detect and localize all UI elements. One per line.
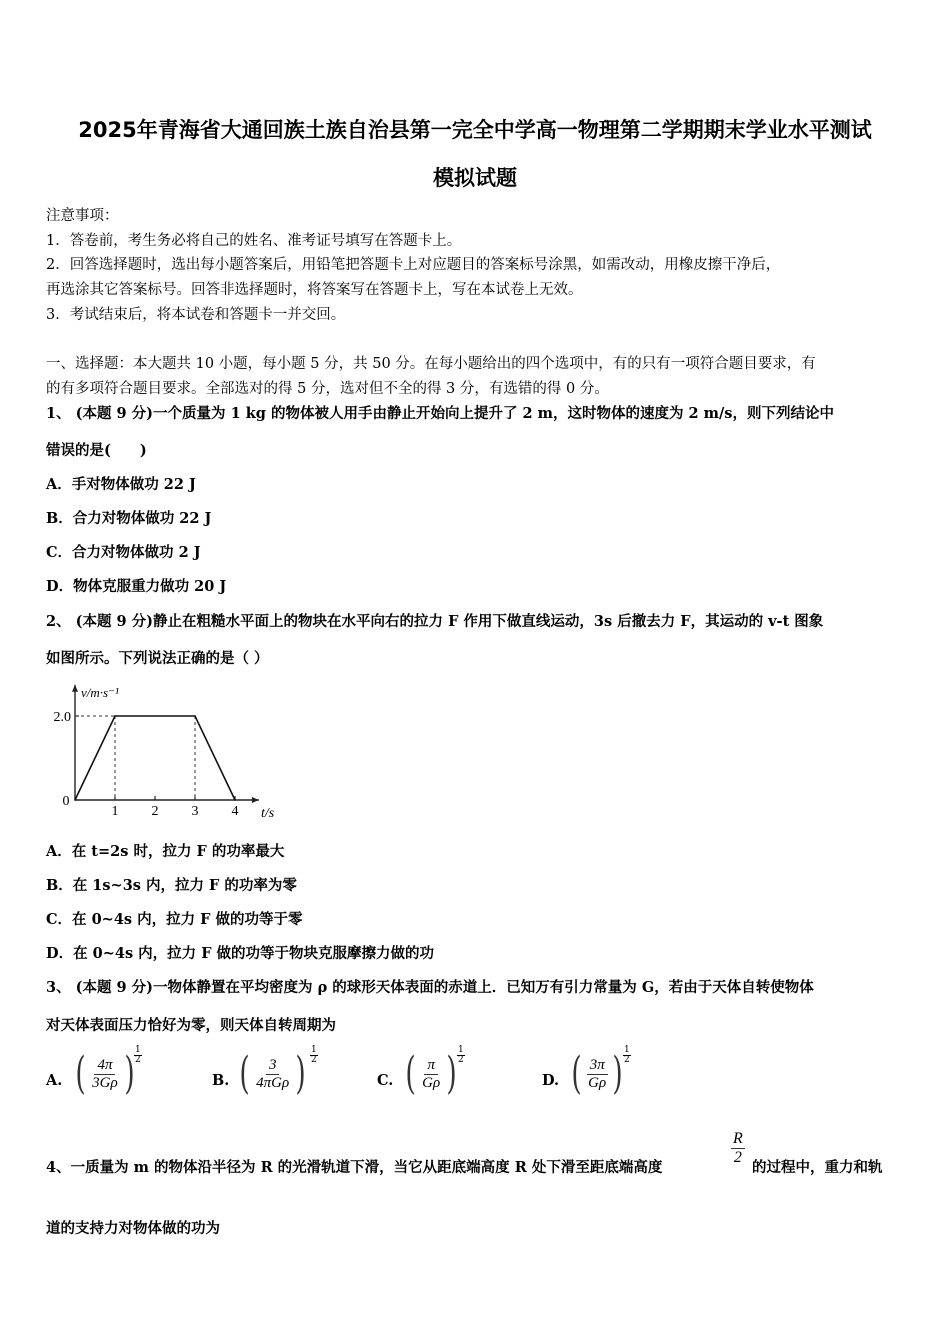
q4-fraction [731,1130,745,1168]
notice-heading: 注意事项： [46,208,119,224]
q2-option-a: A．在 t=2s 时，拉力 F 的功率最大 [46,843,285,860]
q3-d-exponent: 1 2 [624,1045,630,1065]
q3-d-den: Gρ [588,1074,607,1091]
notice-item-3: 3．考试结束后，将本试卷和答题卡一并交回。 [46,307,346,323]
section-intro-2: 的有多项符合题目要求。全部选对的得 5 分，选对但不全的得 3 分，有选错的得 0 分。 [46,381,609,397]
q3-option-b-formula: ( $\frac{3}{\text{4πGρ}}$ ) [239,1048,306,1099]
q1-stem-1: 1、 (本题 9 分)一个质量为 1 kg 的物体被人用手由静止开始向上提升了 2 m，这时物体的速度为 2 m/s，则下列结论中 [46,405,834,422]
q3-option-d-formula: ( $\frac{3\pi}{G\rho}$ ) [571,1048,623,1099]
q2-option-b: B．在 1s~3s 内，拉力 F 的功率为零 [46,877,297,894]
q3-stem-1: 3、 (本题 9 分)一物体静置在平均密度为 ρ 的球形天体表面的赤道上．已知万有引力常量为 G，若由于天体自转使物体 [46,979,814,996]
q1-stem-2: 错误的是( ) [46,442,147,459]
x-tick-label-3: 3 [191,804,199,819]
q3-b-num: 3 [266,1057,280,1075]
q2-stem-1: 2、 (本题 9 分)静止在粗糙水平面上的物块在水平向右的拉力 F 作用下做直线运动，3s 后撤去力 F，其运动的 v-t 图象 [46,613,824,630]
x-tick-label-2: 2 [151,804,159,819]
q3-option-b-label: B. [212,1072,230,1089]
q1-option-d: D．物体克服重力做功 20 J [46,578,227,595]
q3-b-exponent: 1 2 [311,1045,317,1065]
q1-option-b: B．合力对物体做功 22 J [46,510,212,527]
exam-title-line2: 模拟试题 [433,166,517,190]
q3-option-c-formula: ( $\frac{\pi}{G\rho}$ ) [405,1048,457,1099]
origin-label: 0 [62,794,70,809]
q3-option-a-label: A. [46,1072,63,1089]
velocity-series-line [75,716,235,800]
notice-item-2b: 再选涂其它答案标号。回答非选择题时，将答案写在答题卡上，写在本试卷上无效。 [46,282,583,298]
q3-a-den: 3Gρ [92,1074,118,1091]
q3-c-den: Gρ [422,1074,441,1091]
notice-item-2a: 2．回答选择题时，选出每小题答案后，用铅笔把答题卡上对应题目的答案标号涂黑，如需改动，用橡皮擦干净后， [46,257,781,273]
q3-d-num: 3π [587,1057,608,1075]
velocity-point-1 [114,715,116,717]
section-intro-1: 一、选择题：本大题共 10 小题，每小题 5 分，共 50 分。在每小题给出的四个选项中，有的只有一项符合题目要求，有 [46,356,816,372]
q3-option-d-label: D. [542,1072,560,1089]
y-tick-label: 2.0 [53,710,71,725]
q4-stem-1-end: 的过程中，重力和轨 [752,1159,883,1176]
q1-option-a: A．手对物体做功 22 J [46,476,196,493]
velocity-point-0 [74,799,76,801]
q2-option-c: C．在 0~4s 内，拉力 F 做的功等于零 [46,911,303,928]
q3-stem-2: 对天体表面压力恰好为零，则天体自转周期为 [46,1017,336,1034]
q2-option-d: D．在 0~4s 内，拉力 F 做的功等于物块克服摩擦力做的功 [46,945,435,962]
q3-option-a-formula: ( $\frac{4\pi}{3G\rho}$ ) [75,1048,135,1099]
notice-item-1: 1．答卷前，考生务必将自己的姓名、准考证号填写在答题卡上。 [46,233,462,249]
q3-c-exponent: 1 2 [458,1045,464,1065]
q4-stem-2: 道的支持力对物体做的功为 [46,1220,220,1237]
q3-b-den: 4πGρ [256,1074,290,1091]
x-axis-label: t/s [261,806,275,821]
q2-stem-2: 如图所示。下列说法正确的是（ ） [46,650,269,667]
velocity-point-2 [194,715,196,717]
x-tick-label-1: 1 [111,804,119,819]
q3-option-c-label: C. [377,1072,394,1089]
q3-a-exponent: 1 2 [135,1045,141,1065]
q4-frac-den: 2 [733,1149,742,1167]
exam-title-line1: 2025年青海省大通回族土族自治县第一完全中学高一物理第二学期期末学业水平测试 [78,118,872,142]
y-axis-label: v/m·s⁻¹ [81,684,119,700]
q4-frac-num: R [731,1130,745,1149]
q3-c-num: π [424,1057,438,1075]
velocity-point-3 [234,799,236,801]
q3-a-num: 4π [94,1057,115,1075]
q4-stem-1: 4、一质量为 m 的物体沿半径为 R 的光滑轨道下滑，当它从距底端高度 R 处下滑至距底端高度 [46,1159,663,1176]
vt-graph [40,672,300,828]
q1-option-c: C．合力对物体做功 2 J [46,544,201,561]
y-axis-arrow [72,685,78,692]
x-tick-label-4: 4 [231,804,239,819]
x-axis-arrow [252,797,259,803]
